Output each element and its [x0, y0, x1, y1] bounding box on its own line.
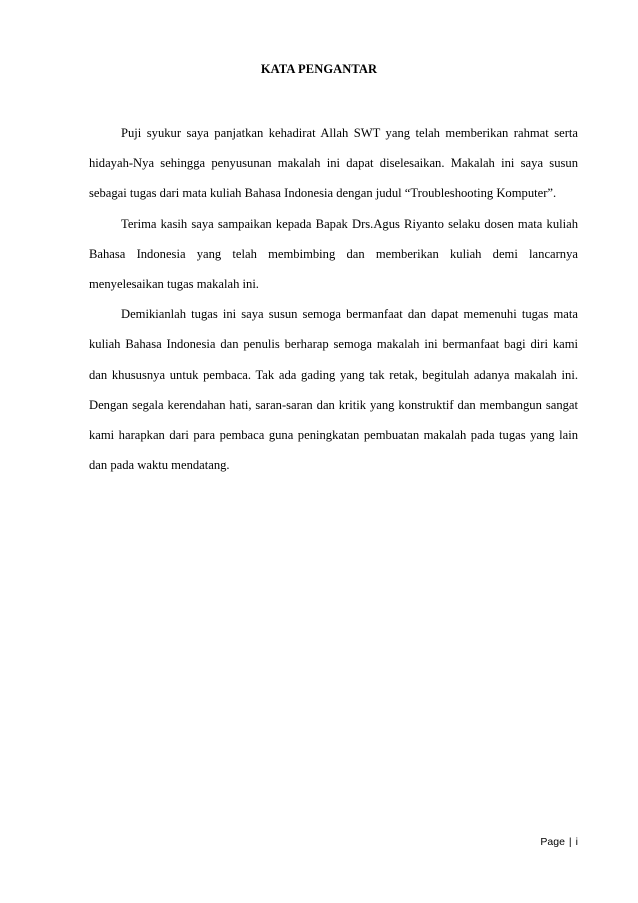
page-number: i [575, 836, 578, 848]
paragraph-3: Demikianlah tugas ini saya susun semoga bermanfaat dan dapat memenuhi tugas mata kuliah Bahasa Indonesia dan penulis berharap semoga makalah ini bermanfaat bagi diri kami dan khususnya untuk pembaca. Tak ada gading yang tak retak, begitulah adanya makalah ini. Dengan segala kerendahan hati, saran-saran dan kritik yang konstruktif dan membangun sangat kami harapkan dari para pembaca guna peningkatan pembuatan makalah pada tugas yang lain dan pada waktu mendatang. [89, 307, 578, 473]
page-footer [540, 836, 578, 848]
page-title: KATA PENGANTAR [260, 62, 378, 76]
body-text [89, 118, 578, 480]
page-label: Page [540, 836, 565, 848]
paragraph-1: Puji syukur saya panjatkan kehadirat Allah SWT yang telah memberikan rahmat serta hidayah-Nya sehingga penyusunan makalah ini dapat diselesaikan. Makalah ini saya susun sebagai tugas dari mata kuliah Bahasa Indonesia dengan judul “Troubleshooting Komputer”. [89, 126, 578, 201]
paragraph-2: Terima kasih saya sampaikan kepada Bapak Drs.Agus Riyanto selaku dosen mata kuliah Bahasa Indonesia yang telah membimbing dan memberikan kuliah demi lancarnya menyelesaikan tugas makalah ini. [89, 216, 578, 292]
footer-separator: | [568, 836, 572, 848]
